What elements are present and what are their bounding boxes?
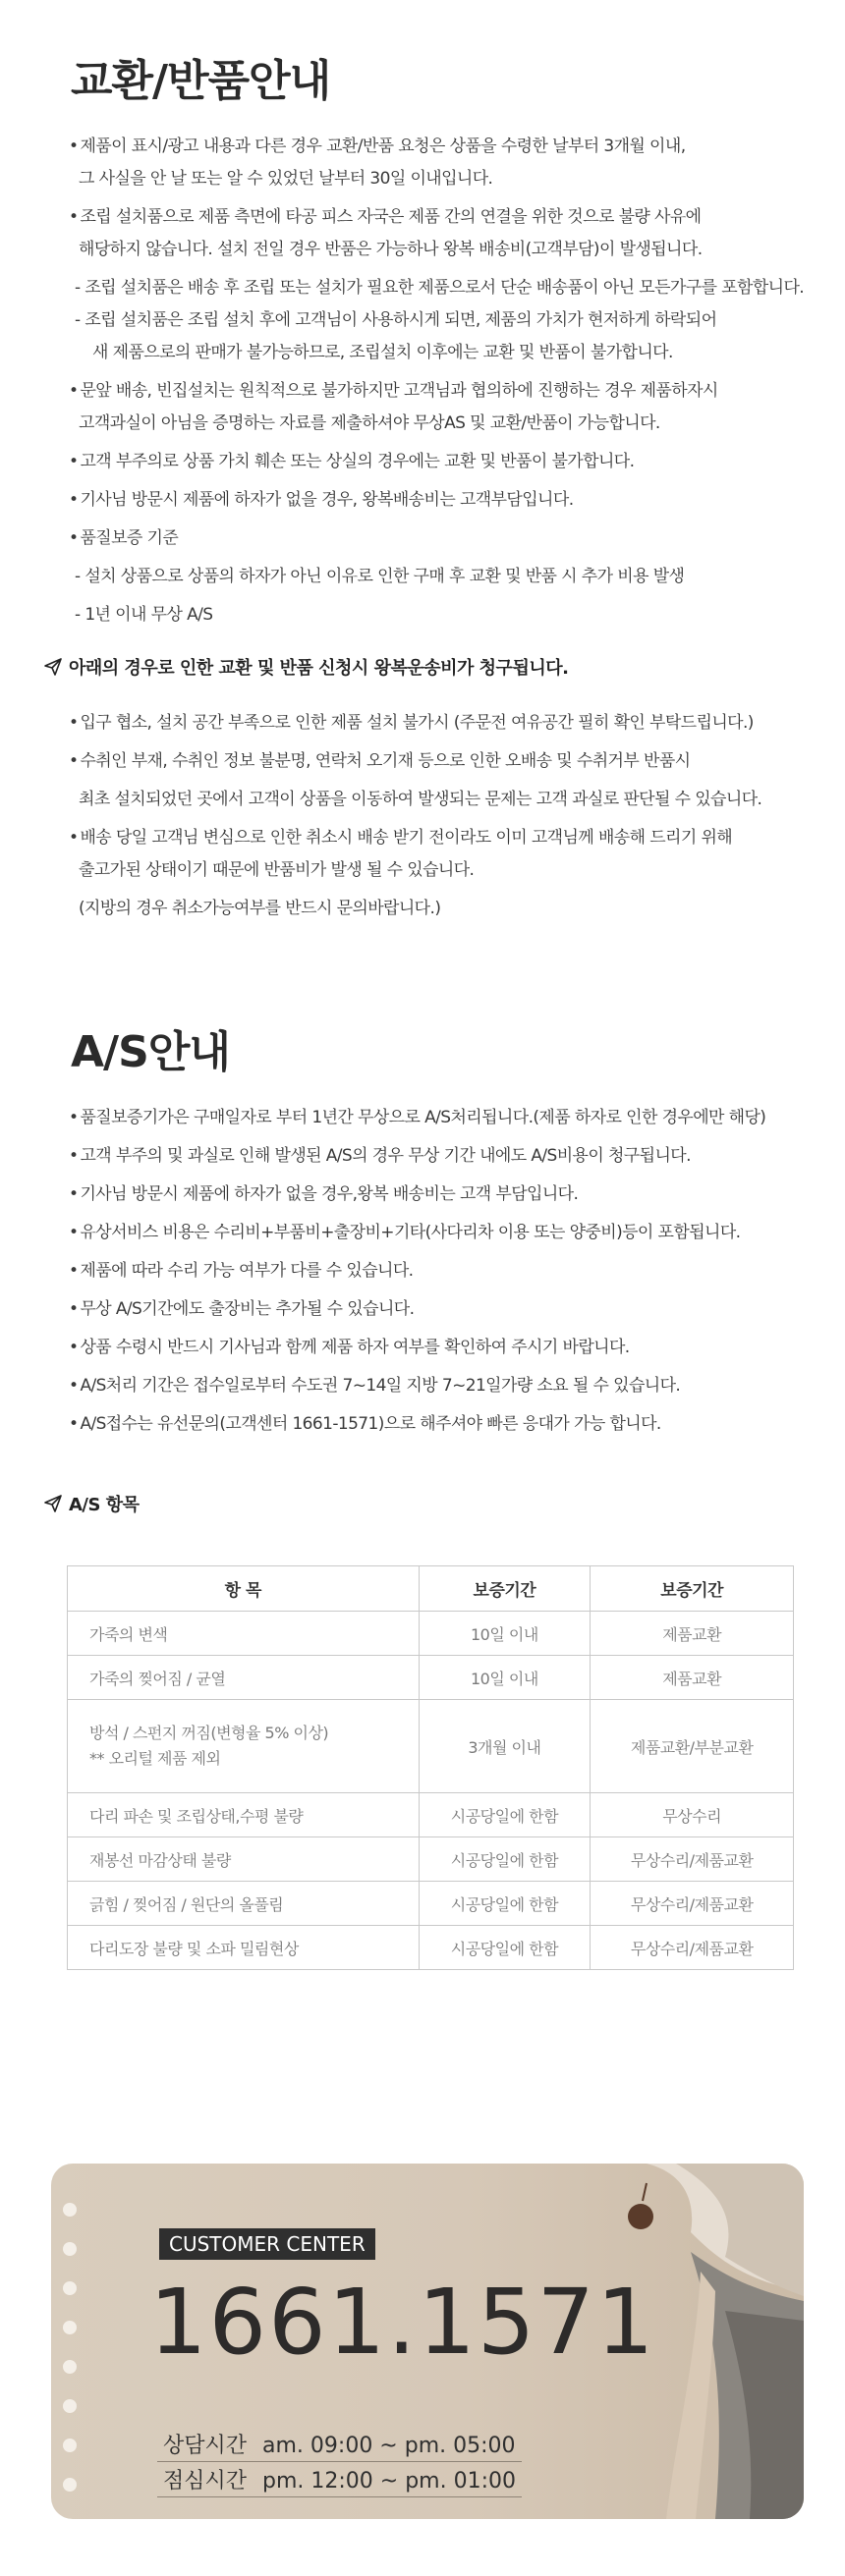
table-row [68,1926,794,1970]
header-item: 항 목 [68,1566,420,1612]
row-item [68,1926,420,1970]
lunch-hours [157,2464,522,2497]
as-table-header-row [68,1566,794,1612]
list-item: - 1년 이내 무상 A/S [75,605,213,625]
row-period: 시공당일에 한함 [419,1837,591,1882]
row-item [68,1656,420,1700]
row-item [68,1612,420,1656]
row-item-text: 긁힘 / 찢어짐 / 원단의 올풀림 [89,1894,284,1914]
row-period: 시공당일에 한함 [419,1793,591,1837]
header-period: 보증기간 [419,1566,591,1612]
paper-plane-icon [43,1494,63,1513]
row-item-text: 가죽의 변색 [89,1624,168,1644]
row-item [68,1793,420,1837]
list-item: • A/S처리 기간은 접수일로부터 수도권 7~14일 지방 7~21일가량 소요 될 수 있습니다. [69,1370,816,1402]
row-period: 시공당일에 한함 [419,1882,591,1926]
table-row [68,1700,794,1793]
customer-center-card [51,2164,804,2519]
customer-center-phone: 1661.1571 [149,2270,656,2375]
consult-hours-value: am. 09:00 ~ pm. 05:00 [262,2434,516,2458]
as-table [67,1565,794,1970]
shipping-notice-list [69,707,816,925]
list-item: (지방의 경우 취소가능여부를 반드시 문의바랍니다.) [79,899,441,918]
row-remedy: 무상수리/제품교환 [591,1926,794,1970]
row-item [68,1837,420,1882]
list-item: • 문앞 배송, 빈집설치는 원칙적으로 불가하지만 고객님과 협의하에 진행하는 경우 제품하자시 [69,375,816,408]
list-item: • 품질보증기가은 구매일자로 부터 1년간 무상으로 A/S처리됩니다.(제품 하자로 인한 경우에만 해당) [69,1102,816,1134]
list-item: • 기사님 방문시 제품에 하자가 없을 경우, 왕복배송비는 고객부담입니다. [69,484,816,517]
row-remedy: 제품교환 [591,1656,794,1700]
list-item: 출고가된 상태이기 때문에 반품비가 발생 될 수 있습니다. [79,860,475,880]
list-item: • 품질보증 기준 [69,522,816,555]
table-row [68,1882,794,1926]
list-item: - 조립 설치품은 배송 후 조립 또는 설치가 필요한 제품으로서 단순 배송품이 아닌 모든가구를 포함합니다. [75,278,805,298]
list-item: • 조립 설치품으로 제품 측면에 타공 피스 자국은 제품 간의 연결을 위한 것으로 불량 사유에 [69,201,816,234]
table-row [68,1837,794,1882]
table-row [68,1793,794,1837]
row-period: 3개월 이내 [419,1700,591,1793]
list-item: • 제품에 따라 수리 가능 여부가 다를 수 있습니다. [69,1255,816,1288]
list-item: • 입구 협소, 설치 공간 부족으로 인한 제품 설치 불가시 (주문전 여유공간 필히 확인 부탁드립니다.) [69,707,816,740]
binder-holes [63,2203,77,2517]
row-period: 10일 이내 [419,1612,591,1656]
row-item-text: 가죽의 찢어짐 / 균열 [89,1669,226,1688]
customer-center-badge: CUSTOMER CENTER [159,2228,375,2260]
row-item-text: 재봉선 마감상태 불량 [89,1850,231,1870]
row-item [68,1882,420,1926]
as-table-title: A/S 항목 [69,1495,140,1515]
consult-hours-label: 상담시간 [163,2434,248,2458]
row-period: 10일 이내 [419,1656,591,1700]
as-title: A/S안내 [71,1027,230,1077]
row-remedy: 무상수리 [591,1793,794,1837]
row-remedy: 무상수리/제품교환 [591,1882,794,1926]
list-item: 고객과실이 아님을 증명하는 자료를 제출하셔야 무상AS 및 교환/반품이 가능합니다. [79,413,660,433]
row-item [68,1700,420,1793]
row-remedy: 제품교환 [591,1612,794,1656]
list-item: • 고객 부주의로 상품 가치 훼손 또는 상실의 경우에는 교환 및 반품이 불가합니다. [69,446,816,478]
list-item: • 배송 당일 고객님 변심으로 인한 취소시 배송 받기 전이라도 이미 고객님께 배송해 드리기 위해 [69,822,816,854]
table-row [68,1656,794,1700]
list-item: • 무상 A/S기간에도 출장비는 추가될 수 있습니다. [69,1293,816,1326]
row-item-text: 다리도장 불량 및 소파 밀림현상 [89,1939,299,1958]
paper-plane-icon [43,657,63,677]
header-remedy: 보증기간 [591,1566,794,1612]
row-item-text: 다리 파손 및 조립상태,수평 불량 [89,1806,304,1826]
as-table-heading [43,1491,140,1516]
row-item-note: ** 오리털 제품 제외 [89,1749,221,1768]
row-remedy: 무상수리/제품교환 [591,1837,794,1882]
list-item: • 수취인 부재, 수취인 정보 불분명, 연락처 오기재 등으로 인한 오배송 및 수취거부 반품시 [69,745,816,778]
exchange-list [69,131,816,631]
list-item: • 고객 부주의 및 과실로 인해 발생된 A/S의 경우 무상 기간 내에도 A/S비용이 청구됩니다. [69,1140,816,1173]
lunch-hours-label: 점심시간 [163,2469,248,2494]
list-item: - 설치 상품으로 상품의 하자가 아닌 이유로 인한 구매 후 교환 및 반품 시 추가 비용 발생 [75,567,685,586]
list-item: • 기사님 방문시 제품에 하자가 없을 경우,왕복 배송비는 고객 부담입니다. [69,1178,816,1211]
table-row [68,1612,794,1656]
list-item: - 조립 설치품은 조립 설치 후에 고객님이 사용하시게 되면, 제품의 가치가 현저하게 하락되어 [75,310,717,330]
shipping-notice-heading [43,654,568,680]
shipping-notice-title: 아래의 경우로 인한 교환 및 반품 신청시 왕복운송비가 청구됩니다. [69,658,569,679]
list-item: • 유상서비스 비용은 수리비+부품비+출장비+기타(사다리차 이용 또는 양중비)등이 포함됩니다. [69,1217,816,1249]
list-item: 새 제품으로의 판매가 불가능하므로, 조립설치 이후에는 교환 및 반품이 불가합니다. [92,343,673,362]
list-item: 해당하지 않습니다. 설치 전일 경우 반품은 가능하나 왕복 배송비(고객부담)이 발생됩니다. [79,240,703,259]
row-remedy: 제품교환/부분교환 [591,1700,794,1793]
lunch-hours-value: pm. 12:00 ~ pm. 01:00 [262,2469,516,2494]
list-item: • A/S접수는 유선문의(고객센터 1661-1571)으로 해주셔야 빠른 응대가 가능 합니다. [69,1408,816,1441]
row-period: 시공당일에 한함 [419,1926,591,1970]
exchange-title: 교환/반품안내 [71,56,331,106]
list-item: • 상품 수령시 반드시 기사님과 함께 제품 하자 여부를 확인하여 주시기 바랍니다. [69,1332,816,1364]
list-item: 최초 설치되었던 곳에서 고객이 상품을 이동하여 발생되는 문제는 고객 과실로 판단될 수 있습니다. [79,790,762,809]
list-item: 그 사실을 안 날 또는 알 수 있었던 날부터 30일 이내입니다. [79,169,493,189]
row-item-text: 방석 / 스펀지 꺼짐(변형율 5% 이상) [89,1724,329,1742]
consult-hours [157,2429,522,2462]
list-item: • 제품이 표시/광고 내용과 다른 경우 교환/반품 요청은 상품을 수령한 날부터 3개월 이내, [69,131,816,163]
as-list [69,1102,816,1441]
